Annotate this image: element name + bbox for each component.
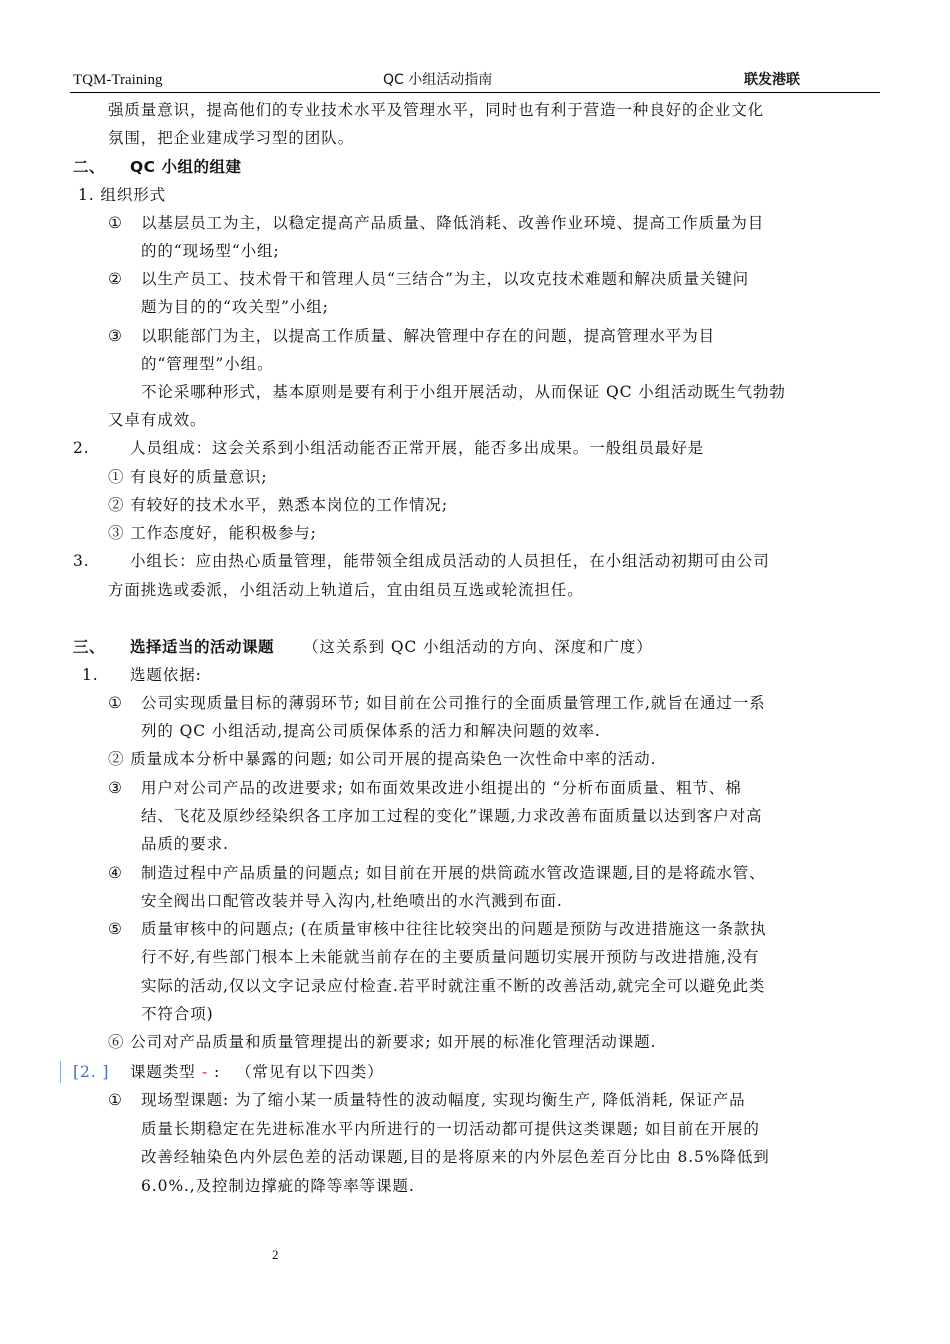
item-1a-line-2: 的的“现场型“小组; bbox=[141, 242, 280, 260]
item-3-number: 3. bbox=[73, 552, 90, 570]
topic-1c-line-2: 结、飞花及原纱经染织各工序加工过程的变化”课题,力求改善布面质量以达到客户对高 bbox=[141, 807, 763, 825]
topic-1c-marker: ③ bbox=[108, 779, 122, 797]
section-2-number: 二、 bbox=[73, 158, 106, 176]
revision-change-bar bbox=[60, 1061, 61, 1083]
topic-1a-line-2: 列的 QC 小组活动,提高公司质保体系的活力和解决问题的效率. bbox=[141, 722, 601, 740]
header-left: TQM-Training bbox=[73, 72, 163, 88]
topic-2a-line-1: 现场型课题: 为了缩小某一质量特性的波动幅度, 实现均衡生产, 降低消耗, 保证产品 bbox=[141, 1091, 746, 1109]
header-right: 联发港联 bbox=[744, 72, 800, 88]
page-number: 2 bbox=[272, 1247, 279, 1262]
topic-1a-marker: ① bbox=[108, 694, 122, 712]
topic-1d-marker: ④ bbox=[108, 864, 122, 882]
item-2b: ② 有较好的技术水平，熟悉本岗位的工作情况; bbox=[108, 496, 448, 514]
topic-2-number: [2. ] bbox=[73, 1063, 110, 1081]
topic-1e-line-1: 质量审核中的问题点; (在质量审核中往往比较突出的问题是预防与改进措施这一条款执 bbox=[141, 920, 767, 938]
topic-2-revision-mark: - bbox=[202, 1063, 209, 1081]
topic-1e-line-4: 不符合项) bbox=[141, 1005, 214, 1023]
topic-1c-line-3: 品质的要求. bbox=[141, 835, 229, 853]
item-3-line-1: 小组长：应由热心质量管理，能带领全组成员活动的人员担任，在小组活动初期可由公司 bbox=[130, 552, 770, 570]
item-2-number: 2. bbox=[73, 439, 90, 457]
item-3-line-2: 方面挑选或委派，小组活动上轨道后，宜由组员互选或轮流担任。 bbox=[108, 581, 584, 599]
item-1-note-line-2: 又卓有成效。 bbox=[108, 411, 207, 429]
item-1b-marker: ② bbox=[108, 270, 122, 288]
topic-1-label: 选题依据: bbox=[130, 666, 202, 684]
topic-2a-marker: ① bbox=[108, 1091, 122, 1109]
topic-1c-line-1: 用户对公司产品的改进要求; 如布面效果改进小组提出的 “分析布面质量、粗节、棉 bbox=[141, 779, 742, 797]
topic-1d-line-1: 制造过程中产品质量的问题点; 如目前在开展的烘筒疏水管改造课题,目的是将疏水管、 bbox=[141, 864, 766, 882]
intro-line-2: 氛围，把企业建成学习型的团队。 bbox=[108, 129, 355, 147]
item-2a: ① 有良好的质量意识; bbox=[108, 468, 268, 486]
topic-2-note: （常见有以下四类） bbox=[236, 1063, 384, 1081]
item-1-label: 1. 组织形式 bbox=[78, 186, 167, 204]
topic-1e-marker: ⑤ bbox=[108, 920, 122, 938]
topic-1-number: 1. bbox=[82, 666, 99, 684]
item-1c-line-2: 的“管理型”小组。 bbox=[141, 355, 274, 373]
item-1a-marker: ① bbox=[108, 214, 122, 232]
section-3-note: （这关系到 QC 小组活动的方向、深度和广度） bbox=[303, 638, 653, 656]
item-1b-line-1: 以生产员工、技术骨干和管理人员“三结合”为主，以攻克技术难题和解决质量关键问 bbox=[141, 270, 750, 288]
item-1c-marker: ③ bbox=[108, 327, 122, 345]
item-1b-line-2: 题为目的的“攻关型”小组; bbox=[141, 298, 329, 316]
item-1-note-line-1: 不论采哪种形式，基本原则是要有利于小组开展活动，从而保证 QC 小组活动既生气勃勃 bbox=[141, 383, 786, 401]
topic-2-colon: : bbox=[214, 1063, 221, 1081]
topic-2a-line-3: 改善经轴染色内外层色差的活动课题,目的是将原来的内外层色差百分比由 8.5%降低到 bbox=[141, 1148, 770, 1166]
item-2c: ③ 工作态度好，能积极参与; bbox=[108, 524, 317, 542]
item-1c-line-1: 以职能部门为主，以提高工作质量、解决管理中存在的问题，提高管理水平为目 bbox=[141, 327, 716, 345]
topic-1d-line-2: 安全阀出口配管改装并导入沟内,杜绝喷出的水汽溅到布面. bbox=[141, 892, 563, 910]
topic-1e-line-3: 实际的活动,仅以文字记录应付检查.若平时就注重不断的改善活动,就完全可以避免此类 bbox=[141, 977, 766, 995]
topic-2-label: 课题类型 bbox=[130, 1063, 196, 1081]
topic-1b: ② 质量成本分析中暴露的问题; 如公司开展的提高染色一次性命中率的活动. bbox=[108, 750, 657, 768]
section-2-title: QC 小组的组建 bbox=[130, 158, 242, 176]
topic-1f: ⑥ 公司对产品质量和质量管理提出的新要求; 如开展的标准化管理活动课题. bbox=[108, 1033, 657, 1051]
header-rule bbox=[70, 92, 880, 93]
intro-line-1: 强质量意识，提高他们的专业技术水平及管理水平，同时也有利于营造一种良好的企业文化 bbox=[108, 101, 765, 119]
topic-1e-line-2: 行不好,有些部门根本上未能就当前存在的主要质量问题切实展开预防与改进措施,没有 bbox=[141, 948, 760, 966]
section-3-number: 三、 bbox=[73, 638, 106, 656]
item-1a-line-1: 以基层员工为主，以稳定提高产品质量、降低消耗、改善作业环境、提高工作质量为目 bbox=[141, 214, 765, 232]
header-center-title: QC 小组活动指南 bbox=[383, 72, 493, 88]
topic-2a-line-2: 质量长期稳定在先进标准水平内所进行的一切活动都可提供这类课题; 如目前在开展的 bbox=[141, 1120, 760, 1138]
topic-2a-line-4: 6.0%.,及控制边撑疵的降等率等课题. bbox=[141, 1177, 415, 1195]
item-2-text: 人员组成：这会关系到小组活动能否正常开展，能否多出成果。一般组员最好是 bbox=[130, 439, 705, 457]
topic-1a-line-1: 公司实现质量目标的薄弱环节; 如目前在公司推行的全面质量管理工作,就旨在通过一系 bbox=[141, 694, 766, 712]
section-3-title: 选择适当的活动课题 bbox=[130, 638, 275, 656]
